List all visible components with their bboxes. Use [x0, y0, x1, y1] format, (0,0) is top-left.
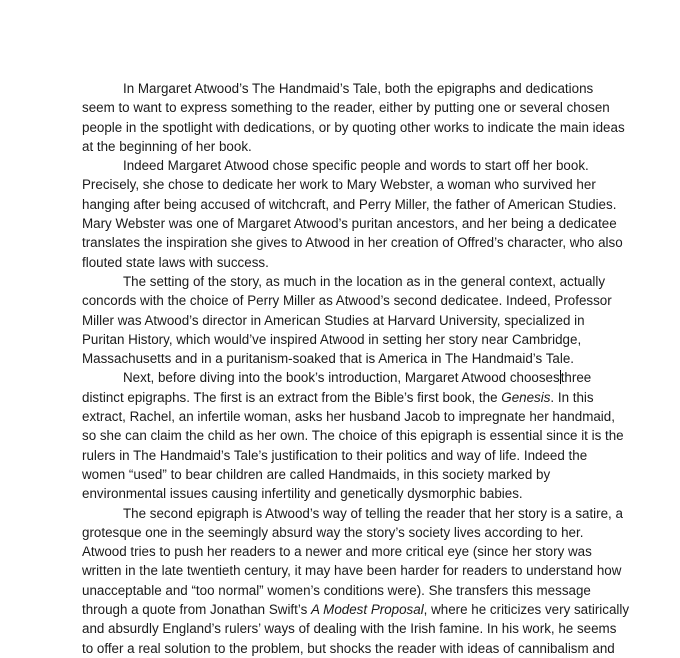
text-segment: three	[560, 370, 592, 386]
text-segment: distinct epigraphs. The first is an extract from the Bible’s first book, the	[82, 389, 502, 405]
text-line: In Margaret Atwood’s The Handmaid’s Tale, both the epigraphs and dedications	[123, 81, 594, 96]
document-body[interactable]	[82, 79, 630, 658]
text-line: translates the inspiration she gives to Atwood in her creation of Offred’s character, who also	[82, 235, 623, 251]
italic-title-modest-proposal: A Modest Proposal	[311, 602, 424, 618]
text-line: Puritan History, which would’ve inspired Atwood in setting her story near Cambridge,	[82, 331, 582, 347]
text-line: rulers in The Handmaid’s Tale’s justification to their politics and way of life. Indeed the	[82, 447, 588, 463]
text-line: flouted state laws with success.	[82, 254, 269, 270]
text-line	[82, 600, 630, 619]
text-line: written in the late twentieth century, it may have been harder for readers to understand how	[82, 563, 622, 579]
text-line: The setting of the story, as much in the location as in the general context, actually	[123, 273, 606, 289]
text-line: people in the spotlight with dedications, or by quoting other works to indicate the main ideas	[82, 119, 625, 135]
text-line: environmental issues causing infertility and genetically dysmorphic babies.	[82, 486, 523, 502]
text-line: at the beginning of her book.	[82, 138, 252, 154]
text-segment: , where he criticizes very satirically	[423, 602, 630, 618]
text-line: unacceptable and “too normal” women’s conditions were). She transfers this message	[82, 582, 591, 598]
text-line: Mary Webster was one of Margaret Atwood’s puritan ancestors, and her being a dedicatee	[82, 216, 617, 232]
text-line: concords with the choice of Perry Miller as Atwood’s second dedicatee. Indeed, Professor	[82, 293, 612, 309]
text-line: Miller was Atwood’s director in American Studies at Harvard University, specialized in	[82, 312, 585, 328]
text-segment: through a quote from Jonathan Swift’s	[82, 602, 312, 618]
text-line: Massachusetts and in a puritanism-soaked that is America in The Handmaid’s Tale.	[82, 351, 574, 367]
text-line: hanging after being accused of witchcraft, and Perry Miller, the father of American Studies.	[82, 196, 617, 212]
text-line: extract, Rachel, an infertile woman, asks her husband Jacob to impregnate her handmaid,	[82, 409, 615, 425]
text-line: Atwood tries to push her readers to a newer and more critical eye (since her story was	[82, 544, 592, 560]
text-segment: . In this	[550, 389, 594, 405]
text-line: Precisely, she chose to dedicate her work to Mary Webster, a woman who survived her	[82, 177, 596, 193]
text-line: grotesque one in the seemingly absurd way the story’s society lives according to her.	[82, 524, 584, 540]
text-line: The second epigraph is Atwood’s way of telling the reader that her story is a satire, a	[123, 505, 623, 521]
text-line	[82, 388, 622, 407]
text-line: seem to want to express something to the reader, either by putting one or several chosen	[82, 100, 610, 116]
text-line: so she can claim the child as her own. The choice of this epigraph is essential since it is the	[82, 428, 624, 444]
italic-title-genesis: Genesis	[501, 389, 551, 405]
text-line: to offer a real solution to the problem, but shocks the reader with ideas of cannibalism and	[82, 640, 615, 656]
text-line: and absurdly England’s rulers’ ways of dealing with the Irish famine. In his work, he seems	[82, 621, 617, 637]
text-line: Indeed Margaret Atwood chose specific people and words to start off her book.	[123, 158, 589, 174]
text-line	[82, 368, 622, 387]
text-line: women “used” to bear children are called Handmaids, in this society marked by	[82, 466, 551, 482]
text-segment: Next, before diving into the book’s introduction, Margaret Atwood chooses	[123, 370, 560, 386]
